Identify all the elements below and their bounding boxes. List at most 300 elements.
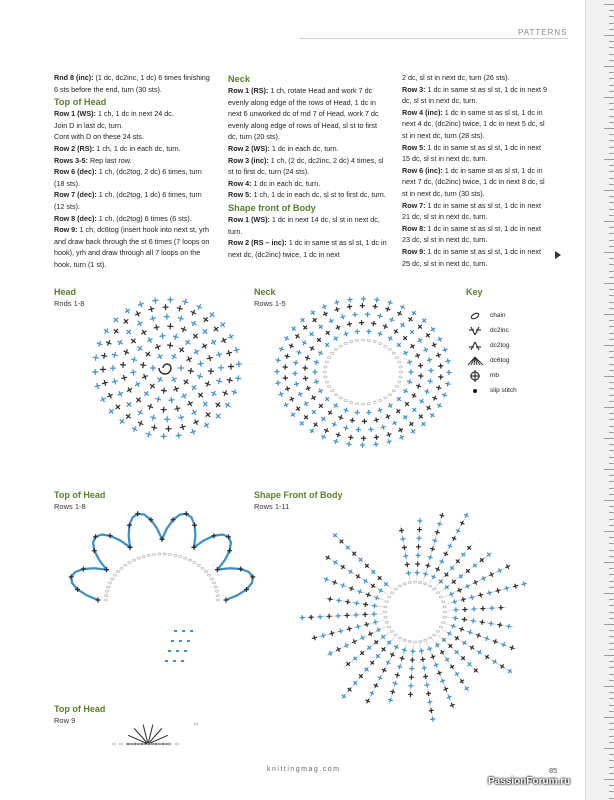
stitch-stroke <box>374 419 379 420</box>
dc-stitch <box>352 312 358 318</box>
dc-stitch <box>336 598 342 604</box>
ruler-tick <box>604 593 614 594</box>
instruction-text: 1 ch, (dc2tog) 6 times (6 sts). <box>96 213 192 223</box>
ruler-tick <box>609 574 614 575</box>
stitch-stroke <box>366 622 367 627</box>
dc-stitch <box>395 395 402 402</box>
chain-stitch <box>105 590 108 592</box>
ruler-tick <box>609 798 614 799</box>
stitch-stroke <box>151 427 157 428</box>
stitch-stroke <box>418 384 419 389</box>
dc-stitch <box>313 359 319 365</box>
key-item-label: chain <box>490 312 506 319</box>
dc-stitch <box>408 692 413 697</box>
instruction-label: Row 5: <box>402 142 426 152</box>
dc-stitch <box>442 347 449 354</box>
dc-stitch <box>136 408 144 416</box>
ruler-tick <box>609 630 614 631</box>
chain-stitch <box>394 588 397 590</box>
chain-stitch <box>208 574 211 576</box>
dc-stitch <box>164 416 170 422</box>
dc-stitch <box>394 672 400 678</box>
ruler-tick <box>609 264 614 265</box>
chain-stitch <box>168 553 171 555</box>
chain-stitch <box>392 352 395 354</box>
ruler-tick <box>609 233 614 234</box>
dc-stitch <box>355 624 361 630</box>
dc-stitch <box>225 349 232 356</box>
ruler-tick <box>609 581 614 582</box>
chain-stitch <box>433 634 436 636</box>
dc-stitch <box>206 355 213 362</box>
ruler-tick <box>604 314 614 315</box>
stitch-stroke <box>371 323 376 324</box>
dc-stitch <box>177 346 185 354</box>
dc-stitch <box>297 391 304 398</box>
ruler-tick <box>609 202 614 203</box>
dc-stitch <box>214 401 222 409</box>
stitch-stroke <box>464 617 465 622</box>
dc-stitch <box>361 296 366 301</box>
dc-stitch <box>452 599 458 605</box>
dc-stitch <box>299 316 306 323</box>
stitch-stroke <box>427 648 432 650</box>
dc-stitch <box>399 528 405 534</box>
pattern-instruction <box>402 142 550 165</box>
dc-stitch <box>111 378 118 385</box>
dc-stitch <box>180 325 188 333</box>
dc-stitch <box>401 647 407 653</box>
ruler-tick <box>609 357 614 358</box>
stitch-stroke <box>150 417 156 419</box>
dc-stitch <box>333 438 340 445</box>
key-item <box>466 339 556 353</box>
dc-stitch <box>420 317 427 324</box>
dc-stitch <box>210 389 218 397</box>
ruler-tick <box>609 364 614 365</box>
chain-stitch <box>367 339 370 341</box>
instruction-text: 1 ch, 1 dc in each dc, turn. <box>94 143 181 153</box>
stitch-stroke <box>180 426 186 427</box>
dc-stitch <box>359 320 364 325</box>
chain-stitch <box>325 381 328 383</box>
dc-stitch <box>373 595 379 601</box>
dc-stitch <box>506 668 513 675</box>
pattern-instruction <box>228 143 388 155</box>
chain-stitch <box>399 376 402 378</box>
dc-stitch <box>402 350 409 357</box>
dc-stitch <box>114 403 122 411</box>
stitch-stroke <box>146 433 152 435</box>
ruler-tick <box>609 196 614 197</box>
dc-stitch <box>324 329 331 336</box>
stitch-stroke <box>295 360 296 365</box>
dc-stitch <box>111 351 118 358</box>
ruler-tick <box>609 302 614 303</box>
small-stitch <box>168 650 171 652</box>
dc-stitch <box>447 642 454 649</box>
ruler-tick <box>609 184 614 185</box>
dc-stitch <box>168 397 175 404</box>
head-crochet-chart <box>82 288 252 448</box>
dc-stitch <box>364 621 370 627</box>
ruler-tick <box>609 692 614 693</box>
chain-stitch <box>442 621 445 623</box>
dc-stitch <box>310 394 317 401</box>
ruler-tick <box>604 159 614 160</box>
dc-stitch <box>323 395 330 402</box>
stitch-stroke <box>176 435 182 436</box>
neck-crochet-chart <box>268 292 458 452</box>
key-item-label: slip stitch <box>490 387 517 394</box>
dc-stitch <box>321 303 328 310</box>
ruler-tick <box>609 537 614 538</box>
small-stitch <box>184 650 187 652</box>
dc-stitch <box>423 674 429 680</box>
ruler-tick <box>609 754 614 755</box>
dc-stitch <box>315 336 322 343</box>
dc-stitch <box>414 352 421 359</box>
dc-stitch <box>340 314 347 321</box>
dc-stitch <box>415 383 421 389</box>
dc-stitch <box>427 554 433 560</box>
dc-stitch <box>416 536 421 541</box>
top-diagram-title: Top of Head <box>54 490 106 500</box>
ruler-tick <box>609 450 614 451</box>
dc-stitch <box>432 538 438 544</box>
dc-stitch <box>410 309 417 316</box>
instruction-label: Row 5: <box>228 190 252 200</box>
chain-stitch <box>428 637 431 639</box>
instruction-text: 1 dc in each dc, turn. <box>269 143 339 153</box>
dc-stitch <box>305 385 312 392</box>
stitch-stroke <box>448 358 449 363</box>
dc-stitch <box>365 592 371 598</box>
dc-stitch <box>275 380 281 386</box>
dc-stitch <box>136 320 144 328</box>
dc-stitch <box>174 405 181 412</box>
dc-stitch <box>426 357 432 363</box>
chain-stitch <box>147 554 150 556</box>
stitch-stroke <box>355 331 360 332</box>
dc-stitch <box>100 366 106 372</box>
dc-stitch <box>165 426 171 432</box>
chain-stitch <box>398 637 401 639</box>
dc-stitch <box>348 435 354 441</box>
ruler-tick <box>609 326 614 327</box>
stitch-stroke <box>199 373 201 379</box>
dc-stitch <box>142 389 150 397</box>
stitch-stroke <box>355 412 360 413</box>
ruler-tick <box>609 599 614 600</box>
dc-stitch <box>462 617 468 623</box>
dc-stitch <box>411 406 418 413</box>
ruler-tick <box>604 438 614 439</box>
dc-stitch <box>469 594 475 600</box>
stitch-stroke <box>190 368 191 374</box>
instruction-text: 1 dc in next 14 dc, sl st in next dc, turn. <box>228 214 380 236</box>
chain-stitch <box>399 371 402 373</box>
dc-stitch <box>190 383 198 391</box>
stitch-stroke <box>346 444 351 445</box>
dc-stitch <box>202 421 210 429</box>
dc-stitch <box>377 407 384 414</box>
ruler-tick <box>609 705 614 706</box>
dc-stitch <box>402 545 408 551</box>
stitch-stroke <box>167 345 173 346</box>
dc-stitch <box>112 327 120 335</box>
stitch-stroke <box>367 592 369 597</box>
ruler-tick <box>604 128 614 129</box>
body-diagram-title: Shape Front of Body <box>254 490 343 500</box>
dc-stitch <box>189 309 197 317</box>
chain-stitch <box>204 571 207 573</box>
chain-stitch <box>387 596 390 598</box>
instruction-text: 2 dc, sl st in next dc, turn (26 sts). <box>402 73 510 82</box>
chain-stitch <box>128 562 131 564</box>
ruler-tick <box>609 444 614 445</box>
stitch-stroke <box>406 573 411 574</box>
stitch-stroke <box>463 597 464 602</box>
chain-stitch <box>331 352 334 354</box>
ruler-tick <box>609 171 614 172</box>
dc-stitch <box>495 588 501 594</box>
dc-stitch <box>337 414 344 421</box>
pattern-instruction <box>54 120 214 132</box>
small-stitch <box>190 630 193 632</box>
instruction-label: Rnd 8 (inc): <box>54 73 94 82</box>
instruction-text: 1 ch, (dc2tog, 1 dc) 6 times, turn (12 sts). <box>54 190 202 211</box>
dc-stitch <box>327 596 333 602</box>
pattern-instruction <box>228 189 388 201</box>
chain-stitch <box>175 743 178 745</box>
dc-stitch <box>415 570 420 575</box>
dc-stitch <box>294 405 301 412</box>
chain-stitch <box>105 595 108 597</box>
dc-stitch <box>402 414 409 421</box>
dc-stitch <box>472 579 479 586</box>
dc-stitch <box>278 346 285 353</box>
chain-stitch <box>214 586 217 588</box>
dc-stitch <box>430 716 436 722</box>
chain-stitch <box>197 564 200 566</box>
dc-stitch <box>116 338 124 346</box>
ruler-tick <box>609 258 614 259</box>
text-column-1 <box>54 72 214 271</box>
chain-stitch <box>216 595 219 597</box>
ruler-tick <box>609 320 614 321</box>
dc-stitch <box>427 699 433 705</box>
dc-stitch <box>368 427 374 433</box>
dc-stitch <box>212 325 220 333</box>
ruler-tick <box>604 717 614 718</box>
stitch-stroke <box>350 420 355 421</box>
dc-stitch <box>408 369 413 374</box>
stitch-stroke <box>381 426 386 428</box>
pattern-instruction <box>54 72 214 95</box>
stitch-stroke <box>339 598 340 603</box>
ruler-tick <box>609 395 614 396</box>
instruction-text: 1 dc in same st as sl st, 1 dc in next 23 dc, sl st in next dc, turn. <box>402 223 542 245</box>
chain-stitch <box>428 585 431 587</box>
dc-stitch <box>463 512 470 519</box>
dc-stitch <box>340 582 346 588</box>
stitch-stroke <box>506 586 507 591</box>
stitch-stroke <box>480 593 481 598</box>
stitch-stroke <box>287 386 288 391</box>
stitch-stroke <box>430 719 435 720</box>
dc-stitch <box>134 310 142 318</box>
dc-stitch <box>475 632 481 638</box>
stitch-stroke <box>373 444 378 445</box>
section-heading: Top of Head <box>54 97 107 108</box>
dc-stitch <box>453 607 458 612</box>
dc-stitch <box>348 585 354 591</box>
stitch-stroke <box>169 400 175 401</box>
dc-stitch <box>346 441 352 447</box>
dc-stitch <box>167 342 174 349</box>
stitch-stroke <box>359 589 361 594</box>
ruler-tick <box>604 531 614 532</box>
dc-stitch <box>228 364 234 370</box>
ruler-tick <box>609 525 614 526</box>
dc-stitch <box>322 310 329 317</box>
stitch-stroke <box>236 347 238 353</box>
ruler-tick <box>609 209 614 210</box>
stitch-stroke <box>393 683 398 684</box>
dc-stitch <box>436 336 443 343</box>
instruction-label: Row 4 (inc): <box>402 107 443 117</box>
instruction-label: Row 8 (dec): <box>54 213 97 223</box>
stitch-stroke <box>444 347 446 352</box>
key-item-label: dc6tog <box>490 357 510 364</box>
dc-stitch <box>395 408 402 415</box>
stitch-stroke <box>161 390 167 391</box>
instruction-text: 1 dc in same st as sl st, 1 dc in next 9 dc, sl st in next dc, turn. <box>402 84 548 106</box>
chain-stitch <box>344 400 347 402</box>
dc-stitch <box>320 415 327 422</box>
dc-stitch <box>218 365 224 371</box>
chain-stitch <box>383 611 386 613</box>
pattern-instruction <box>54 143 214 155</box>
dc-stitch <box>216 377 223 384</box>
dc-stitch <box>438 363 444 369</box>
dc-stitch <box>347 568 354 575</box>
chain-stitch <box>403 583 406 585</box>
small-stitch <box>171 640 174 642</box>
dc-stitch <box>415 553 420 558</box>
dc-stitch <box>446 370 451 375</box>
dc-stitch <box>235 375 242 382</box>
dc-stitch <box>313 379 319 385</box>
chain-stitch <box>387 626 390 628</box>
instruction-label: Row 2 (RS – inc): <box>228 238 287 248</box>
dc-stitch <box>418 373 424 379</box>
dc-stitch <box>354 600 360 606</box>
stitch-stroke <box>316 360 317 365</box>
dc-stitch <box>118 417 126 425</box>
ruler-tick <box>609 147 614 148</box>
ruler-tick <box>609 271 614 272</box>
chain-stitch <box>399 366 402 368</box>
ruler-tick <box>609 41 614 42</box>
chain-stitch <box>433 588 436 590</box>
page-number: 85 <box>549 766 558 775</box>
chain-stitch <box>361 339 364 341</box>
stitch-stroke <box>455 616 456 621</box>
chain-stitch <box>385 621 388 623</box>
chain-stitch <box>132 559 135 561</box>
dc-stitch <box>381 667 388 674</box>
dc-stitch <box>488 621 494 627</box>
stitch-stroke <box>443 688 448 690</box>
dc-stitch <box>453 615 459 621</box>
dc-stitch <box>426 691 432 697</box>
chain-stitch <box>398 381 401 383</box>
pattern-instruction <box>402 165 550 200</box>
dc-stitch <box>359 634 366 641</box>
stitch-stroke <box>500 622 501 627</box>
dc-stitch <box>425 563 431 569</box>
chain-stitch <box>384 616 387 618</box>
ruler-tick <box>609 178 614 179</box>
dc-stitch <box>312 421 319 428</box>
dc-stitch <box>105 339 113 347</box>
ruler-tick <box>609 711 614 712</box>
dc-stitch <box>458 678 465 685</box>
chain-stitch <box>403 639 406 641</box>
instruction-text: 1 dc in same st as sl st, 1 dc in next 15 dc, sl st in next dc, turn. <box>402 142 542 164</box>
ruler-tick <box>609 463 614 464</box>
instruction-text: 1 dc in same st as sl st, 1 dc in next 7 dc, (dc2inc) twice, 1 dc in next 8 dc, sl st in next dc, turn (30 sts). <box>402 165 545 198</box>
stitch-stroke <box>226 402 229 407</box>
ruler-tick <box>609 109 614 110</box>
dc-stitch <box>155 396 162 403</box>
dc-stitch <box>101 379 108 386</box>
dc-stitch <box>458 626 464 632</box>
stitch-stroke <box>125 309 130 312</box>
stitch-stroke <box>124 375 125 381</box>
ruler-tick <box>609 512 614 513</box>
stitch-stroke <box>430 548 435 549</box>
stitch-stroke <box>347 306 352 307</box>
stitch-stroke <box>330 597 331 602</box>
dc-stitch <box>343 330 350 337</box>
chain-stitch <box>120 567 123 569</box>
stitch-stroke <box>423 573 428 574</box>
small-stitch <box>179 640 182 642</box>
dc-stitch <box>343 642 350 649</box>
dc-stitch <box>387 299 394 306</box>
stitch-stroke <box>178 318 184 320</box>
stitch-stroke <box>433 540 438 541</box>
ruler-tick <box>609 388 614 389</box>
dc-stitch <box>200 342 208 350</box>
stitch-stroke <box>204 424 209 427</box>
dc-stitch <box>334 299 341 306</box>
chain-stitch <box>408 641 411 643</box>
dc-stitch <box>172 333 179 340</box>
watermark: PassionForum.ru <box>488 776 571 787</box>
dc-stitch <box>195 303 203 311</box>
dc-stitch <box>150 414 157 421</box>
stitch-stroke <box>307 386 309 391</box>
stitch-stroke <box>95 355 96 361</box>
chain-stitch <box>424 583 427 585</box>
dc-stitch <box>215 351 222 358</box>
stitch-stroke <box>150 318 156 320</box>
stitch-stroke <box>508 624 509 629</box>
